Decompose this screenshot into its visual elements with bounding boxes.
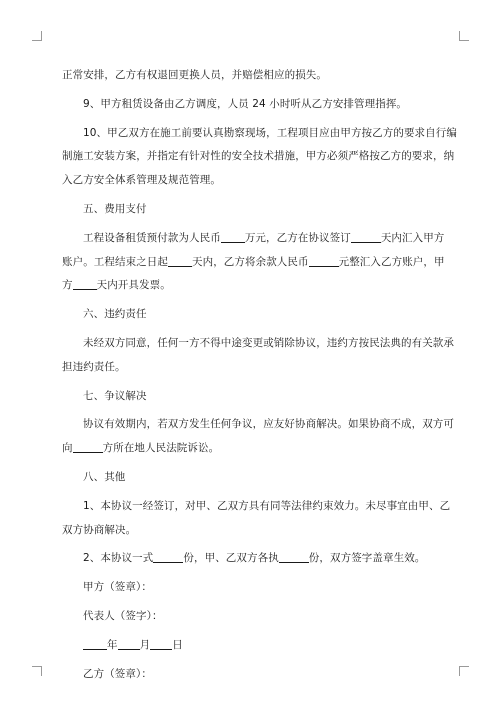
blank-field: [83, 638, 107, 650]
signature-party-a: 甲方（签章）：: [83, 581, 152, 594]
breach-line: 担违约责任。: [62, 360, 126, 373]
text-segment: 万元，乙方在协议签订: [244, 231, 351, 244]
other-item-1: [62, 495, 451, 543]
dispute-line: [62, 437, 442, 461]
text-segment: 2、本协议一式: [83, 552, 154, 565]
intro-paragraph: 正常安排，乙方有权退回更换人员，并赔偿相应的损失。: [62, 69, 327, 81]
blank-field: [309, 255, 339, 267]
breach-paragraph: [62, 332, 454, 380]
text-segment: 份，双方签字盖章生效。: [308, 552, 426, 565]
other-item-2: [62, 547, 442, 571]
blank-field: [73, 278, 97, 290]
text-segment: 方: [62, 279, 73, 292]
section-heading-other: 八、其他: [83, 470, 126, 483]
clause-10-line: 制施工安装方案，并指定有针对性的安全技术措施，甲方必须严格按乙方的要求，纳: [62, 150, 455, 163]
blank-field: [351, 231, 381, 243]
crop-mark-top-left: [32, 31, 42, 41]
breach-line: 未经双方同意，任何一方不得中途变更或销除协议，违约方按民法典的有关款承: [83, 336, 454, 349]
text-segment: 天内开具发票。: [96, 279, 171, 292]
payment-line: [62, 227, 445, 251]
section-heading-dispute: 七、争议解决: [83, 389, 147, 402]
clause-9: 9、甲方租赁设备由乙方调度，人员 24 小时听从乙方安排管理指挥。: [83, 97, 408, 110]
date-month-label: 月: [139, 638, 151, 651]
blank-field: [279, 551, 309, 563]
blank-field: [73, 441, 103, 453]
clause-10-line: 入乙方安全体系管理及规范管理。: [62, 174, 221, 187]
text-segment: 天内汇入甲方: [380, 231, 445, 244]
text-segment: 天内，乙方将余款人民币: [192, 255, 309, 268]
text-segment: 工程设备租赁预付款为人民币: [83, 231, 221, 244]
payment-paragraph: [62, 227, 445, 298]
text-segment: 份，甲、乙双方各执: [183, 552, 279, 565]
other-line: 1、本协议一经签订，对甲、乙双方具有同等法律约束效力。未尽事宜由甲、乙: [83, 499, 451, 512]
dispute-paragraph: [62, 413, 454, 461]
section-heading-payment: 五、费用支付: [83, 202, 147, 215]
text-segment: 向: [62, 442, 73, 455]
text-segment: 账户。工程结束之日起: [62, 255, 168, 268]
clause-10-line: 10、甲乙双方在施工前要认真勘察现场，工程项目应由甲方按乙方的要求自行编: [83, 126, 457, 139]
date-day-label: 日: [172, 638, 183, 651]
signature-party-b: 乙方（签章）：: [83, 667, 152, 680]
blank-field: [221, 231, 245, 243]
crop-mark-top-right: [459, 31, 469, 41]
blank-field: [168, 255, 192, 267]
crop-mark-bottom-left: [32, 666, 42, 676]
other-line: 双方协商解决。: [62, 523, 137, 536]
blank-field: [118, 638, 140, 650]
blank-field: [153, 551, 183, 563]
document-page: [62, 64, 457, 686]
payment-line: [62, 274, 442, 298]
crop-mark-bottom-right: [459, 666, 469, 676]
section-heading-breach: 六、违约责任: [83, 308, 147, 321]
payment-line: [62, 251, 445, 275]
signature-representative: 代表人（签字）：: [83, 609, 163, 622]
clause-10: [62, 122, 457, 193]
blank-field: [150, 638, 172, 650]
date-year-label: 年: [107, 638, 118, 651]
signature-date: [62, 634, 442, 658]
text-segment: 元整汇入乙方账户，甲: [338, 255, 445, 268]
text-segment: 方所在地人民法院诉讼。: [102, 442, 220, 455]
dispute-line: 协议有效期内，若双方发生任何争议，应友好协商解决。如果协商不成，双方可: [83, 418, 454, 431]
